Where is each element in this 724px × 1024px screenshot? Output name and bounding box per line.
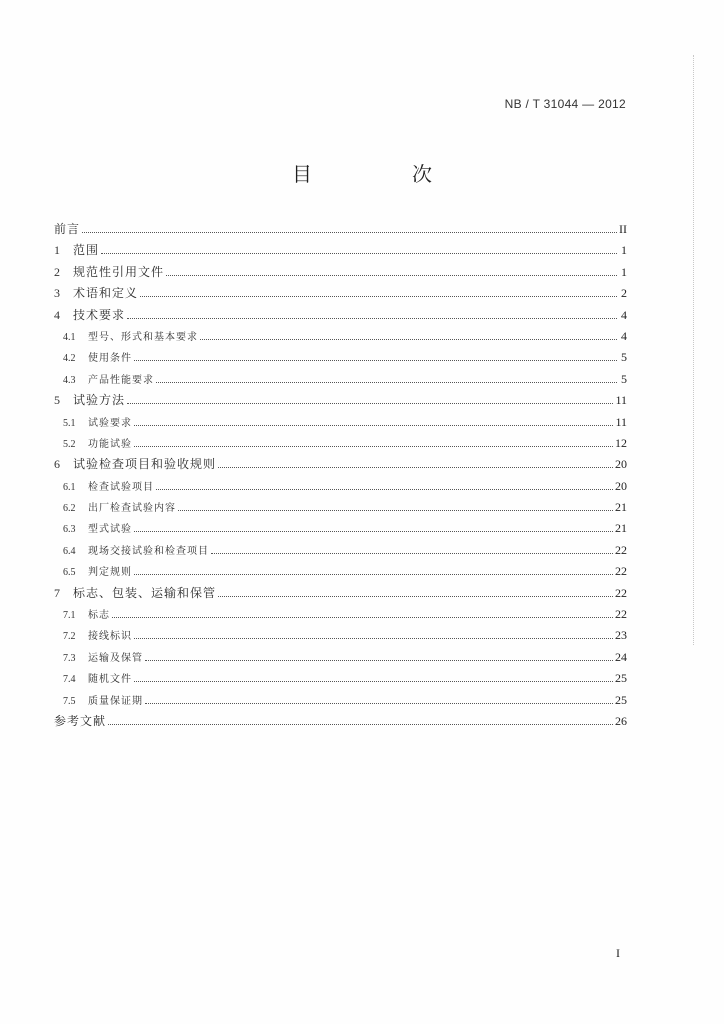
toc-dot-leader [218, 466, 613, 468]
toc-entry-title: 技术要求 [73, 307, 126, 322]
toc-entry-page: 5 [621, 371, 627, 386]
toc-dot-leader [101, 252, 617, 254]
toc-entry-page: 22 [615, 585, 627, 600]
toc-entry-number: 6.4 [63, 545, 76, 557]
toc-entry[interactable] [54, 518, 627, 539]
toc-entry[interactable] [54, 412, 627, 433]
toc-entry-title: 试验方法 [73, 393, 126, 408]
toc-dot-leader [200, 338, 617, 340]
toc-entry-page: 23 [615, 628, 627, 643]
toc-dot-leader [108, 723, 613, 725]
toc-entry-page: 25 [615, 671, 627, 686]
toc-entry-page: 21 [615, 521, 627, 536]
toc-entry-page: 11 [615, 393, 627, 408]
toc-entry-number: 6 [54, 457, 60, 472]
toc-entry-number: 7.1 [63, 610, 76, 622]
page-number: I [616, 946, 620, 960]
toc-entry[interactable] [54, 454, 627, 475]
toc-entry-page: 22 [615, 564, 627, 579]
toc-entry-page: 26 [615, 713, 627, 728]
standard-number: NB / T 31044 — 2012 [504, 97, 626, 111]
toc-entry-number: 7.3 [63, 652, 76, 664]
toc-dot-leader [166, 274, 617, 276]
toc-entry-number: 5.2 [63, 438, 76, 450]
toc-entry-number: 7.2 [63, 631, 76, 643]
toc-entry-number: 5.1 [63, 417, 76, 429]
toc-dot-leader [134, 359, 617, 361]
toc-entry-title: 使用条件 [88, 353, 132, 365]
toc-entry-number: 6.5 [63, 567, 76, 579]
toc-entry-title: 试验检查项目和验收规则 [73, 457, 217, 472]
toc-entry-title: 质量保证期 [88, 695, 143, 707]
toc-entry-title: 试验要求 [88, 417, 132, 429]
toc-entry-page: 22 [615, 542, 627, 557]
toc-entry[interactable] [54, 711, 627, 732]
toc-dot-leader [156, 381, 617, 383]
toc-entry[interactable] [54, 433, 627, 454]
toc-entry-title: 标志、包装、运输和保管 [73, 585, 217, 600]
toc-entry-title: 运输及保管 [88, 652, 143, 664]
toc-entry[interactable] [54, 668, 627, 689]
toc-dot-leader [112, 616, 613, 618]
toc-entry-number: 1 [54, 243, 60, 258]
toc-entry-number: 7.4 [63, 674, 76, 686]
toc-entry-number: 4 [54, 307, 60, 322]
toc-entry-number: 6.2 [63, 503, 76, 515]
toc-dot-leader [134, 530, 613, 532]
toc-entry-title: 型号、形式和基本要求 [88, 331, 198, 343]
toc-entry-title: 检查试验项目 [88, 481, 154, 493]
toc-dot-leader [82, 231, 617, 233]
toc-dot-leader [127, 317, 617, 319]
toc-entry-title: 参考文献 [54, 713, 107, 728]
toc-entry[interactable] [54, 305, 627, 326]
toc-entry[interactable] [54, 219, 627, 240]
toc-entry-page: 21 [615, 500, 627, 515]
toc-entry-number: 7 [54, 585, 60, 600]
toc-entry-page: 20 [615, 478, 627, 493]
toc-entry[interactable] [54, 347, 627, 368]
toc-entry[interactable] [54, 283, 627, 304]
toc-entry[interactable] [54, 326, 627, 347]
toc-dot-leader [140, 295, 617, 297]
toc-entry-page: 25 [615, 692, 627, 707]
table-of-contents [54, 219, 627, 732]
toc-entry-number: 7.5 [63, 695, 76, 707]
toc-dot-leader [134, 573, 613, 575]
toc-entry[interactable] [54, 625, 627, 646]
toc-entry[interactable] [54, 540, 627, 561]
toc-entry-title: 术语和定义 [73, 286, 139, 301]
toc-entry[interactable] [54, 690, 627, 711]
toc-dot-leader [156, 488, 613, 490]
toc-entry-title: 接线标识 [88, 631, 132, 643]
toc-entry[interactable] [54, 561, 627, 582]
toc-entry-number: 4.1 [63, 331, 76, 343]
toc-dot-leader [134, 680, 613, 682]
toc-entry-number: 4.2 [63, 353, 76, 365]
toc-entry-page: 5 [621, 350, 627, 365]
toc-dot-leader [178, 509, 613, 511]
toc-entry-page: 11 [615, 414, 627, 429]
toc-dot-leader [134, 424, 613, 426]
toc-entry-page: 12 [615, 435, 627, 450]
toc-entry-title: 随机文件 [88, 674, 132, 686]
toc-entry-title: 出厂检查试验内容 [88, 503, 176, 515]
toc-dot-leader [218, 595, 613, 597]
toc-dot-leader [211, 552, 613, 554]
toc-entry-page: 2 [621, 286, 627, 301]
toc-entry[interactable] [54, 604, 627, 625]
toc-entry-number: 6.1 [63, 481, 76, 493]
toc-entry-number: 5 [54, 393, 60, 408]
toc-entry[interactable] [54, 262, 627, 283]
toc-entry-title: 规范性引用文件 [73, 264, 165, 279]
toc-entry-page: II [619, 222, 627, 236]
toc-entry[interactable] [54, 390, 627, 411]
toc-entry[interactable] [54, 647, 627, 668]
toc-entry-page: 4 [621, 307, 627, 322]
toc-entry[interactable] [54, 583, 627, 604]
toc-entry-title: 功能试验 [88, 438, 132, 450]
toc-dot-leader [134, 637, 613, 639]
toc-entry-page: 20 [615, 457, 627, 472]
toc-entry-page: 1 [621, 264, 627, 279]
toc-entry-title: 现场交接试验和检查项目 [88, 545, 209, 557]
toc-dot-leader [134, 445, 613, 447]
page-title: 目 次 [292, 162, 472, 186]
toc-entry-title: 范围 [73, 243, 100, 258]
toc-entry-title: 标志 [88, 610, 110, 622]
toc-entry-page: 1 [621, 243, 627, 258]
toc-entry-number: 3 [54, 286, 60, 301]
toc-entry-title: 前言 [54, 222, 81, 236]
toc-dot-leader [145, 702, 613, 704]
toc-entry-title: 产品性能要求 [88, 374, 154, 386]
toc-entry-page: 22 [615, 607, 627, 622]
toc-entry[interactable] [54, 240, 627, 261]
toc-entry-title: 判定规则 [88, 567, 132, 579]
toc-entry-page: 24 [615, 649, 627, 664]
toc-entry-number: 2 [54, 264, 60, 279]
scan-edge-marks [692, 55, 694, 645]
toc-entry-number: 6.3 [63, 524, 76, 536]
toc-dot-leader [145, 659, 613, 661]
toc-entry-number: 4.3 [63, 374, 76, 386]
toc-entry[interactable] [54, 497, 627, 518]
toc-dot-leader [127, 402, 613, 404]
toc-entry[interactable] [54, 369, 627, 390]
toc-entry-page: 4 [621, 328, 627, 343]
toc-entry[interactable] [54, 476, 627, 497]
toc-entry-title: 型式试验 [88, 524, 132, 536]
